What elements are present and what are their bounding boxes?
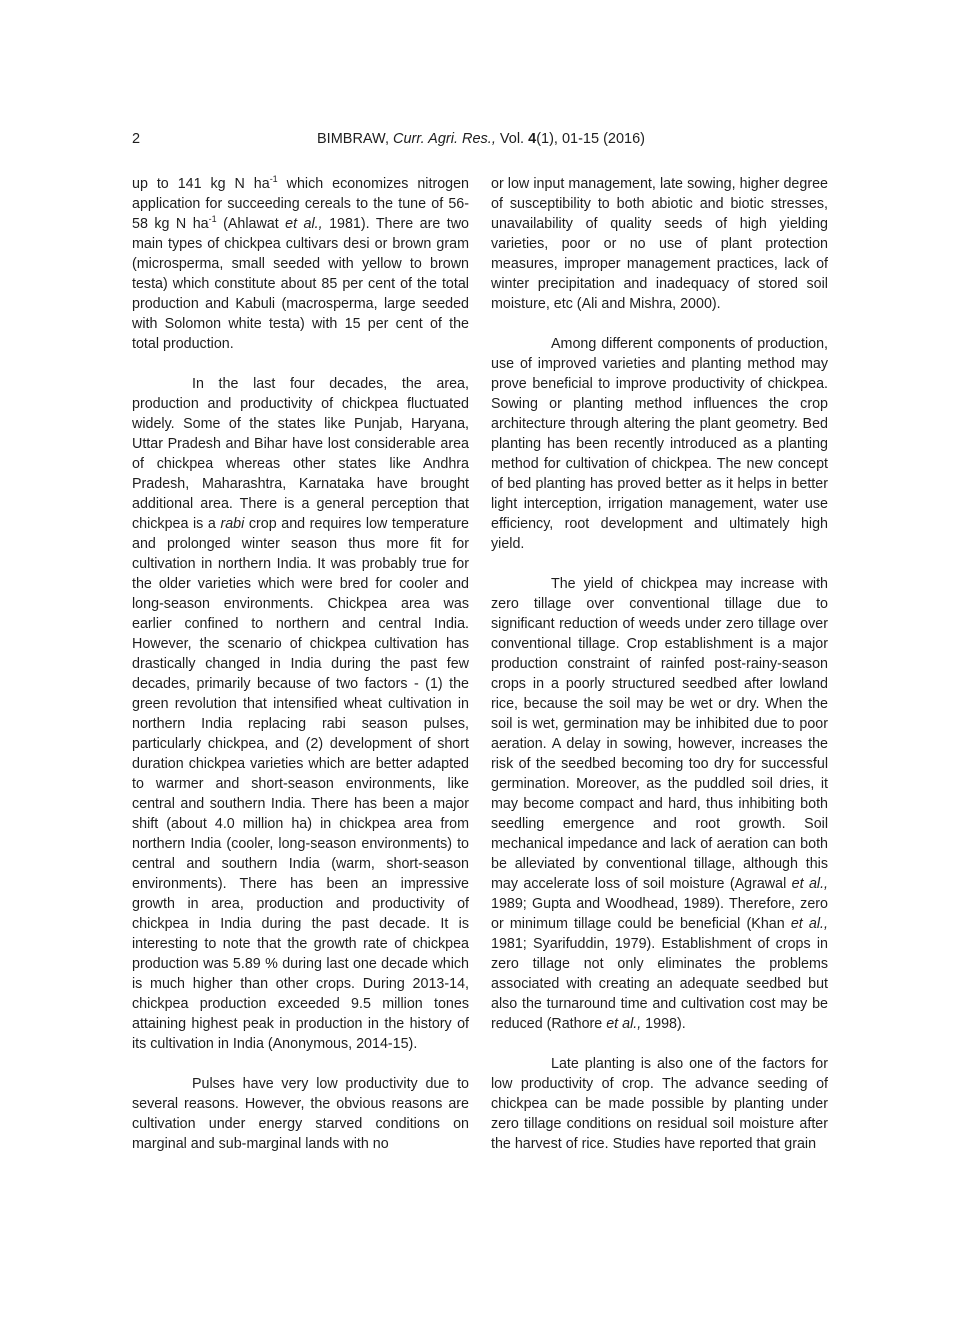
paragraph: Among different components of production, use of improved varieties and planting method may prove beneficial to improve productivity of chickpea. Sowing or planting method influences the crop architecture through altering the plant geometry. Bed planting has been recently introduced as a planting method for cultivation of chickpea. The new concept of bed planting has proved better as it helps in better light interception, irrigation management, water use efficiency, root development and ultimately high yield. [491,336,828,552]
volume-prefix: Vol. [495,131,529,147]
italic-term: rabi [220,516,245,532]
right-column [491,174,828,1154]
author-name: BIMBRAW, [317,131,393,147]
citation-etal: et al., [790,916,829,932]
volume-issue-pages: (1), 01-15 (2016) [536,131,645,147]
superscript: -1 [208,214,217,224]
paragraph [132,374,469,1054]
paragraph: Late planting is also one of the factors for low productivity of crop. The advance seeding of chickpea can be made possible by planting under zero tillage conditions on residual soil moisture after the harvest of rice. Studies have reported that grain [491,1056,828,1152]
paragraph: Pulses have very low productivity due to several reasons. However, the obvious reasons are cultivation under energy starved conditions on marginal and sub-marginal lands with no [132,1076,469,1152]
text-run: 1981). There are two main types of chickpea cultivars desi or brown gram (microsperma, small seeded with yellow to brown testa) which constitute about 85 per cent of the total production and Kabuli (macrosperma, large seeded with Solomon white testa) with 15 per cent of the total production. [132,216,469,352]
citation-etal: et al., [791,876,829,892]
text-run: 1998). [641,1016,686,1032]
paragraph [132,174,469,354]
text-run: In the last four decades, the area, production and productivity of chickpea fluctuated widely. Some of the states like Punjab, Haryana, Uttar Pradesh and Bihar have lost considerable area of chickpea whereas other states like Andhra Pradesh, Maharashtra, Karnataka have brought additional area. There is a general perception that chickpea is a [132,376,469,532]
left-column [132,174,469,1154]
text-run: (Ahlawat [216,216,286,232]
paragraph [491,574,828,1034]
page-number: 2 [132,131,141,147]
journal-citation [132,129,830,149]
paragraph: or low input management, late sowing, higher degree of susceptibility to both abiotic and biotic stresses, unavailability of quality seeds of high yielding varieties, poor or no use of plant protection measures, improper management practices, lack of winter precipitation and inadequacy of stored soil moisture, etc (Ali and Mishra, 2000). [491,176,828,312]
text-run: crop and requires low temperature and prolonged winter season thus more fit for cultivation in northern India. It was probably true for the older varieties which were bred for cooler and long-season environments. Chickpea area was earlier confined to northern and central India. However, the scenario of chickpea cultivation has drastically changed in India during the past few decades, primarily because of two factors - (1) the green revolution that intensified wheat cultivation in northern India replacing rabi season pulses, particularly chickpea, and (2) development of short duration chickpea varieties which are better adapted to warmer and short-season environments, like central and southern India. There has been a major shift (about 4.0 million ha) in chickpea area from northern India (cooler, long-season environments) to central and southern India (warm, short-season environments). There has been an impressive growth in area, production and productivity of chickpea in India during the past decade. It is interesting to note that the growth rate of chickpea production was 5.89 % during last one decade which is much higher than other crops. During 2013-14, chickpea production exceeded 9.5 million tones attaining highest peak in production in the history of its cultivation in India (Anonymous, 2014-15). [132,516,470,1052]
superscript: -1 [269,174,278,184]
text-run: which economizes nitrogen application for succeeding cereals to the tune of 56-58 kg N ha [132,176,470,232]
text-run: up to 141 kg N ha [132,176,270,192]
text-run: 1989; Gupta and Woodhead, 1989). Therefore, zero or minimum tillage could be beneficial (Khan [491,896,828,932]
volume-number: 4 [528,131,537,147]
citation-etal: et al., [285,216,323,232]
text-run: 1981; Syarifuddin, 1979). Establishment of crops in zero tillage not only eliminates the problems associated with creating an adequate seedbed but also the turnaround time and cultivation cost may be reduced (Rathore [491,936,828,1032]
running-header [132,129,830,149]
text-run: The yield of chickpea may increase with zero tillage over conventional tillage due to significant reduction of weeds under zero tillage over conventional tillage. Crop establishment is a major production constraint of rainfed post-rainy-season crops in a poorly structured seedbed after lowland rice, because the soil may be wet or dry. When the soil is wet, germination may be inhibited due to poor aeration. A delay in sowing, however, increases the risk of the seedbed becoming too dry for successful germination. Moreover, as the puddled soil dries, it may become compact and hard, thus inhibiting both seedling emergence and root growth. Soil mechanical impedance and lack of aeration can both be alleviated by conventional tillage, although this may accelerate loss of soil moisture (Agrawal [491,576,828,892]
journal-name: Curr. Agri. Res., [393,131,496,147]
citation-etal: et al., [606,1016,642,1032]
